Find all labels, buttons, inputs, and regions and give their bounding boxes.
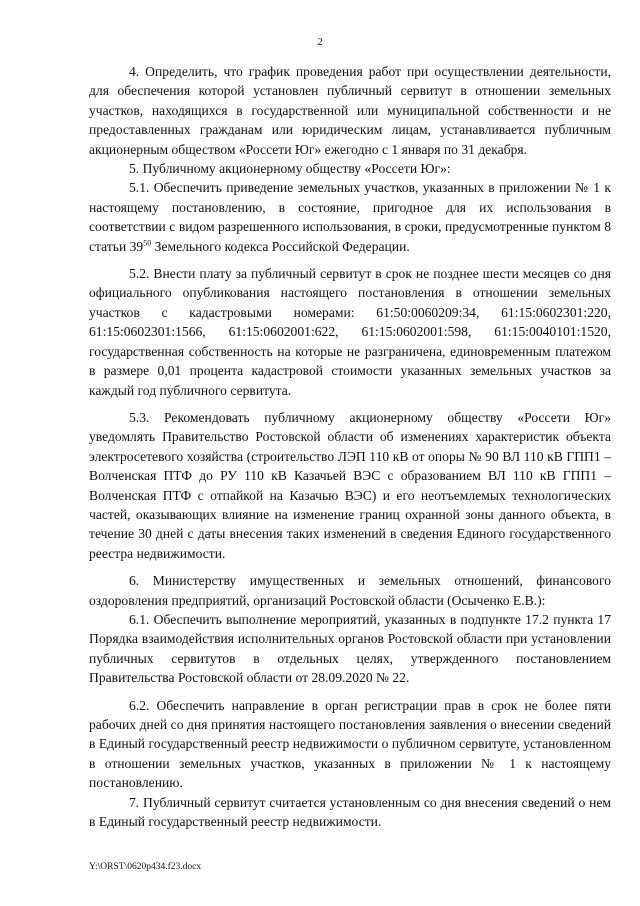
paragraph-7: 7. Публичный сервитут считается установленным со дня внесения сведений о нем в Единый государственный реестр недвижимости.	[89, 794, 611, 830]
paragraph-6-2: 6.2. Обеспечить направление в орган регистрации прав в срок не более пяти рабочих дней со дня принятия настоящего постановления заявления о внесении сведений в Единый государственный реестр недвижимости о публичном сервитуте, установленном в отношении земельных участков, указанных в приложении № 1 к настоящему постановлению.	[89, 697, 611, 791]
paragraph-4: 4. Определить, что график проведения работ при осуществлении деятельности, для обеспечения которой установлен публичный сервитут в отношении земельных участков, находящихся в государственной или муниципальной собственности и не предоставленных гражданам или юридическим лицам, устанавливается публичным акционерным обществом «Россети Юг» ежегодно с 1 января по 31 декабря.	[89, 64, 611, 157]
paragraph-5: 5. Публичному акционерному обществу «Россети Юг»:	[129, 161, 451, 177]
paragraph-5-3: 5.3. Рекомендовать публичному акционерному обществу «Россети Юг» уведомлять Правительство Ростовской области об изменениях характеристик объекта электросетевого хозяйства (строительство ЛЭП 110 кВ от опоры № 90 ВЛ 110 кВ ГПП1 – Волченская ПТФ до РУ 110 кВ Казачьей ВЭС с образованием ВЛ 110 кВ ГПП1 – Волченская ПТФ с отпайкой на Казачью ВЭС) и его неотъемлемых технологических частей, оказывающих влияние на изменение границ охранной зоны данного объекта, в течение 30 дней с даты внесения таких изменений в сведения Единого государственного реестра недвижимости.	[89, 409, 611, 561]
document-body	[89, 62, 611, 831]
paragraph-5-2: 5.2. Внести плату за публичный сервитут в срок не позднее шести месяцев со дня официального опубликования настоящего постановления в отношении земельных участков с кадастровыми номерами: 61:50:0060209:34, 61:15:0602301:220, 61:15:0602301:1566, 61:15:0602001:622, 61:15:0602001:598, 61:15:0040101:1520, государственная собственность на которые не разграничена, единовременным платежом в размере 0,01 процента кадастровой стоимости указанных земельных участков за каждый год публичного сервитута.	[89, 266, 611, 398]
file-path-footer: Y:\ORST\0620p434.f23.docx	[89, 862, 202, 872]
paragraph-5-1-tail: Земельного кодекса Российской Федерации.	[151, 238, 410, 254]
paragraph-5-1-text: 5.1. Обеспечить приведение земельных участков, указанных в приложении № 1 к настоящему постановлению, в состояние, пригодное для их использования в соответствии с видом разрешенного использования, в сроки, предусмотренные пунктом 8 статьи 39	[89, 180, 611, 254]
article-superscript: 50	[143, 238, 152, 248]
paragraph-6-1: 6.1. Обеспечить выполнение мероприятий, указанных в подпункте 17.2 пункта 17 Порядка взаимодействия исполнительных органов Ростовской области при установлении публичных сервитутов в отдельных целях, утвержденного постановлением Правительства Ростовской области от 28.09.2020 № 22.	[89, 611, 611, 686]
page-number: 2	[317, 36, 323, 48]
paragraph-6: 6. Министерству имущественных и земельных отношений, финансового оздоровления предприятий, организаций Ростовской области (Осыченко Е.В.):	[89, 573, 611, 608]
paragraph-5-1	[89, 178, 611, 256]
